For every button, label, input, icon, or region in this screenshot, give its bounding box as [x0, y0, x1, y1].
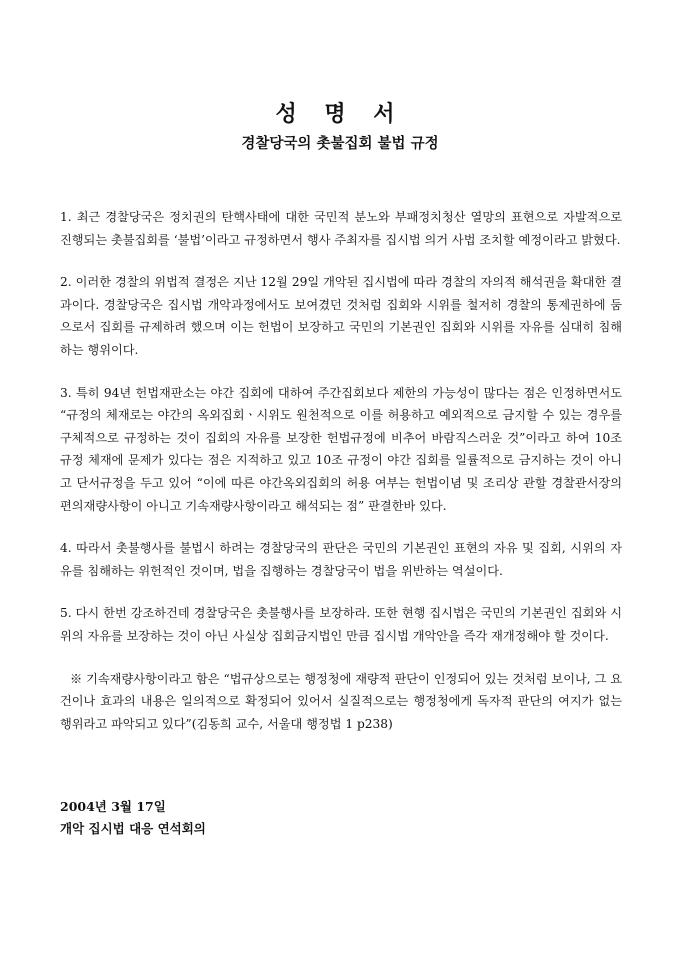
footnote: ※ 기속재량사항이라고 함은 “법규상으로는 행정청에 재량적 판단이 인정되어 있는 것처럼 보이나, 그 요건이나 효과의 내용은 일의적으로 확정되어 있어서 실질적으로는 행정청에게 독자적 판단의 여지가 없는 행위라고 파악되고 있다”(김동희 교수, 서울대 행정법 1 p238) — [60, 671, 622, 731]
document-title: 성 명 서 — [275, 101, 405, 127]
signature-block — [60, 796, 620, 840]
paragraph-3: 3. 특히 94년 헌법재판소는 야간 집회에 대하여 주간집회보다 제한의 가능성이 많다는 점은 인정하면서도 “규정의 체재로는 야간의 옥외집회ㆍ시위도 원천적으로 이를 허용하고 예외적으로 금지할 수 있는 경우를 구체적으로 규정하는 것이 집회의 자유를 보장한 헌법규정에 비추어 바람직스러운 것”이라고 하여 10조 규정 체재에 문제가 있다는 점은 지적하고 있고 10조 규정이 야간 집회를 일률적으로 금지하는 것이 아니고 단서규정을 두고 있어 “이에 따른 야간옥외집회의 허용 여부는 헌법이념 및 조리상 관할 경찰관서장의 편의재량사항이 아니고 기속재량사항이라고 해석되는 점” 판결한바 있다. — [60, 385, 622, 513]
paragraph-1: 1. 최근 경찰당국은 정치권의 탄핵사태에 대한 국민적 분노와 부패정치청산 열망의 표현으로 자발적으로 진행되는 촛불집회를 ‘불법’이라고 규정하면서 행사 주최자를 집시법 의거 사법 조치할 예정이라고 밝혔다. — [60, 210, 622, 247]
statement-body — [60, 206, 622, 755]
paragraph-4: 4. 따라서 촛불행사를 불법시 하려는 경찰당국의 판단은 국민의 기본권인 표현의 자유 및 집회, 시위의 자유를 침해하는 위헌적인 것이며, 법을 집행하는 경찰당국이 법을 위반하는 역설이다. — [60, 541, 622, 578]
paragraph-2: 2. 이러한 경찰의 위법적 결정은 지난 12월 29일 개악된 집시법에 따라 경찰의 자의적 해석권을 확대한 결과이다. 경찰당국은 집시법 개악과정에서도 보여겼던 것처럼 집회와 시위를 철저히 경찰의 통제권하에 둠으로서 집회를 규제하려 했으며 이는 헌법이 보장하고 국민의 기본권인 집회와 시위를 자유를 심대히 침해하는 행위이다. — [60, 275, 622, 357]
organization-name: 개악 집시법 대응 연석회의 — [60, 821, 206, 836]
paragraph-5: 5. 다시 한번 강조하건데 경찰당국은 촛불행사를 보장하라. 또한 현행 집시법은 국민의 기본권인 집회와 시위의 자유를 보장하는 것이 아닌 사실상 집회금지법인 만큼 집시법 개악안을 즉각 재개정해야 할 것이다. — [60, 606, 622, 643]
statement-date: 2004년 3월 17일 — [60, 799, 166, 814]
document-subtitle: 경찰당국의 촛불집회 불법 규정 — [241, 135, 439, 152]
